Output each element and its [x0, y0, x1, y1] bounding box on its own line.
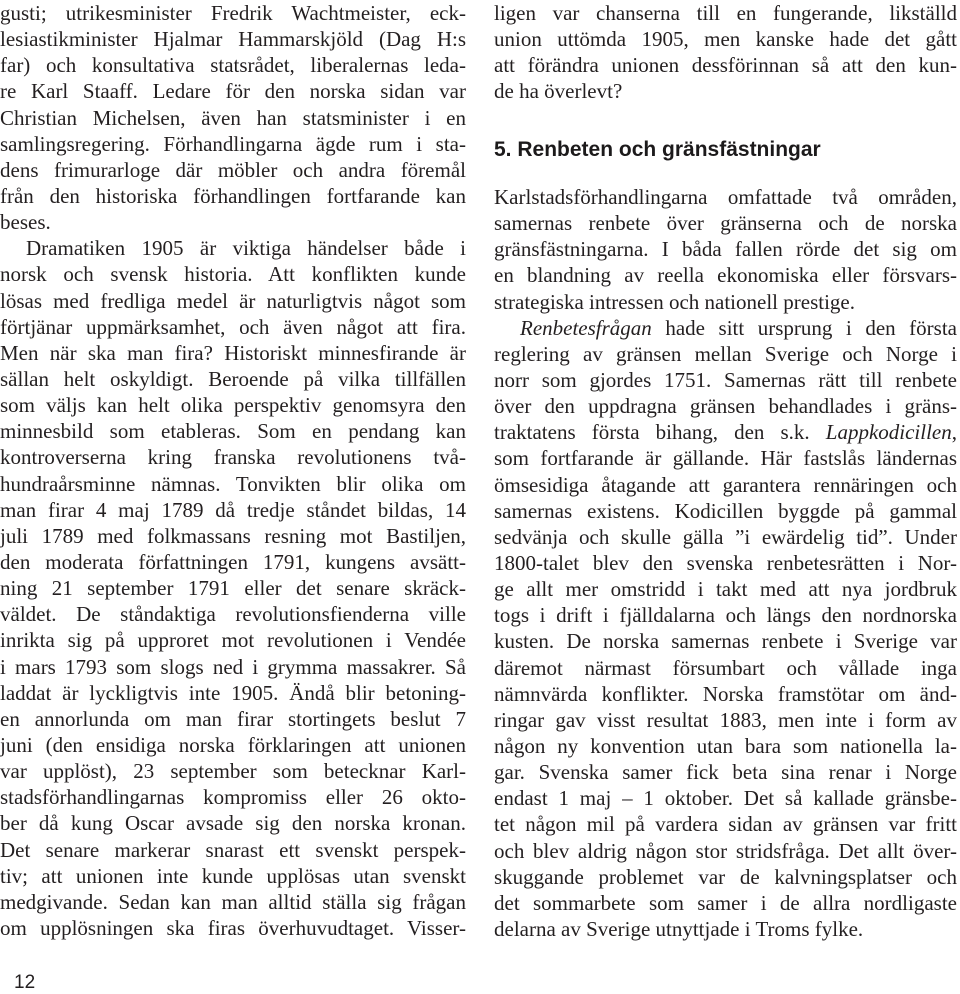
right-column-body [494, 184, 957, 942]
text-line [494, 315, 957, 341]
text-line: beses. [0, 210, 51, 235]
text-line: laddat är lyckligtvis inte 1905. Ändå blir betoning- [0, 680, 466, 705]
text-line: över den uppdragna gränsen behandlades i gräns- [494, 394, 957, 419]
text-line: lesiastikminister Hjalmar Hammarskjöld (Dag H:s [0, 27, 466, 52]
text-line: Men när ska man fira? Historiskt minnesfirande är [0, 340, 466, 365]
text-line: den moderata författningen 1791, kungens avsätt- [0, 549, 466, 574]
text-line: om upplösningen ska firas överhuvudtaget. Visser- [0, 915, 466, 940]
text-line: strategiska intressen och nationell prestige. [494, 289, 855, 314]
text-line: i mars 1793 som slogs ned i grymma massakrer. Så [0, 654, 466, 679]
paragraph [494, 184, 957, 315]
text-line: sällan helt oskyldigt. Beroende på vilka tillfällen [0, 366, 466, 391]
left-column [0, 0, 466, 941]
text-line: ning 21 september 1791 eller det senare skräck- [0, 576, 466, 601]
text-line: reglering av gränsen mellan Sverige och Norge i [494, 341, 957, 366]
text-line: samlingsregering. Förhandlingarna ägde rum i sta- [0, 131, 466, 156]
text-line: tiv; att unionen inte kunde upplösas utan svenskt [0, 863, 466, 888]
text-line: som väljs kan helt olika perspektiv genomsyra den [0, 393, 466, 418]
text-line: juli 1789 med folkmassans resning mot Bastiljen, [0, 523, 466, 548]
text-line: stadsförhandlingarnas kompromiss eller 26 okto- [0, 785, 466, 810]
text-line: en blandning av reella ekonomiska eller försvars- [494, 263, 957, 288]
text-line: Det senare markerar snarast ett svenskt perspek- [0, 837, 466, 862]
section-heading: 5. Renbeten och gränsfästningar [494, 138, 821, 161]
text-line: far) och konsultativa statsrådet, liberalernas leda- [0, 53, 466, 78]
text-line: re Karl Staaff. Ledare för den norska sidan var [0, 79, 466, 104]
text-line: tet någon mil på vardera sidan av gränsen var fritt [494, 812, 957, 837]
text-line: endast 1 maj – 1 oktober. Det så kallade gränsbe- [494, 786, 957, 811]
text-line: kusten. De norska samernas renbete i Sverige var [494, 629, 957, 654]
text-line: Christian Michelsen, även han statsminister i en [0, 105, 466, 130]
text-line: delarna av Sverige utnyttjade i Troms fylke. [494, 916, 864, 941]
text-line: och blev aldrig någon stor stridsfråga. Det allt över- [494, 838, 957, 863]
text-line [494, 419, 957, 445]
text-line: gusti; utrikesminister Fredrik Wachtmeister, eck- [0, 1, 466, 25]
text-line: gar. Svenska samer fick beta sina renar i Norge [494, 760, 957, 785]
text-line: ringar gav visst resultat 1883, men inte i form av [494, 707, 957, 732]
text-line: som fortfarande är gällande. Här fastslås ländernas [494, 446, 957, 471]
text-line: medgivande. Sedan kan man alltid ställa sig frågan [0, 889, 466, 914]
page-number: 12 [14, 972, 36, 993]
text-line: samernas renbete över gränserna och de norska [494, 211, 957, 236]
paragraph [494, 315, 957, 942]
paragraph [494, 0, 957, 105]
text-line: sedvänja och skulle gälla ”i ewärdelig tid”. Under [494, 524, 957, 549]
text-line: union uttömda 1905, men kanske hade det gått [494, 27, 957, 52]
text-line: nämnvärda konflikter. Norska framstötar om änd- [494, 681, 957, 706]
text-line: de ha överlevt? [494, 79, 623, 104]
text-line: från den historiska förhandlingen fortfarande kan [0, 183, 466, 208]
text-run: hade sitt ursprung i den första [651, 315, 957, 340]
text-line: norsk och svensk historia. Att konflikten kunde [0, 262, 466, 287]
text-line: 1800-talet blev den svenska renbetesrätten i Nor- [494, 550, 957, 575]
text-line: ber då kung Oscar avsade sig den norska kronan. [0, 811, 466, 836]
text-line: ligen var chanserna till en fungerande, likställd [494, 1, 957, 25]
text-line: kontroverserna kring franska revolutionens två- [0, 445, 466, 470]
text-line: ömsesidiga åtagande att garantera rennäringen och [494, 472, 957, 497]
paragraph [0, 235, 466, 941]
text-line: någon ny konvention utan bara som nationella la- [494, 733, 957, 758]
text-line: var upplöst), 23 september som betecknar Karl- [0, 759, 466, 784]
right-column-continued-text [494, 0, 957, 105]
text-line: en annorlunda om man firar stortingets beslut 7 [0, 706, 466, 731]
text-line: gränsfästningarna. I båda fallen rörde det sig om [494, 237, 957, 262]
text-line: Dramatiken 1905 är viktiga händelser både i [26, 236, 466, 261]
text-line: dens frimurarloge där möbler och andra föremål [0, 157, 466, 182]
text-line: Karlstadsförhandlingarna omfattade två områden, [494, 185, 957, 209]
text-line: norr som gjordes 1751. Samernas rätt till renbete [494, 367, 957, 392]
text-run: , [951, 420, 957, 445]
emphasized-term: Renbetesfrågan [520, 315, 652, 340]
text-run: traktatens första bihang, den s.k. [494, 420, 826, 445]
text-line: hundraårsminne nämnas. Tonvikten blir olika om [0, 471, 466, 496]
text-line: ge allt mer omstridd i takt med att nya jordbruk [494, 577, 957, 602]
emphasized-term: Lappkodicillen [825, 420, 952, 445]
text-line: däremot närmast försumbart och vållade inga [494, 655, 957, 680]
text-line: minnesbild som etableras. Som en pendang kan [0, 419, 466, 444]
text-line: att förändra unionen dessförinnan så att den kun- [494, 53, 957, 78]
text-line: man firar 4 maj 1789 då tredje ståndet bildas, 14 [0, 497, 466, 522]
text-line: förtjänar uppmärksamhet, och även något att fira. [0, 314, 466, 339]
text-line: samernas existens. Kodicillen byggde på gammal [494, 498, 957, 523]
text-line: inrikta sig på upproret mot revolutionen i Vendée [0, 628, 466, 653]
text-line: lösas med fredliga medel är naturligtvis något som [0, 288, 466, 313]
text-line: togs i drift i fjälldalarna och längs den nordnorska [494, 603, 957, 628]
text-line: väldet. De ståndaktiga revolutionsfienderna ville [0, 602, 466, 627]
text-line: juni (den ensidiga norska förklaringen att unionen [0, 732, 466, 757]
paragraph [0, 0, 466, 235]
text-line: det sommarbete som samer i de allra nordligaste [494, 890, 957, 915]
text-line: skuggande problemet var de kalvningsplatser och [494, 864, 957, 889]
